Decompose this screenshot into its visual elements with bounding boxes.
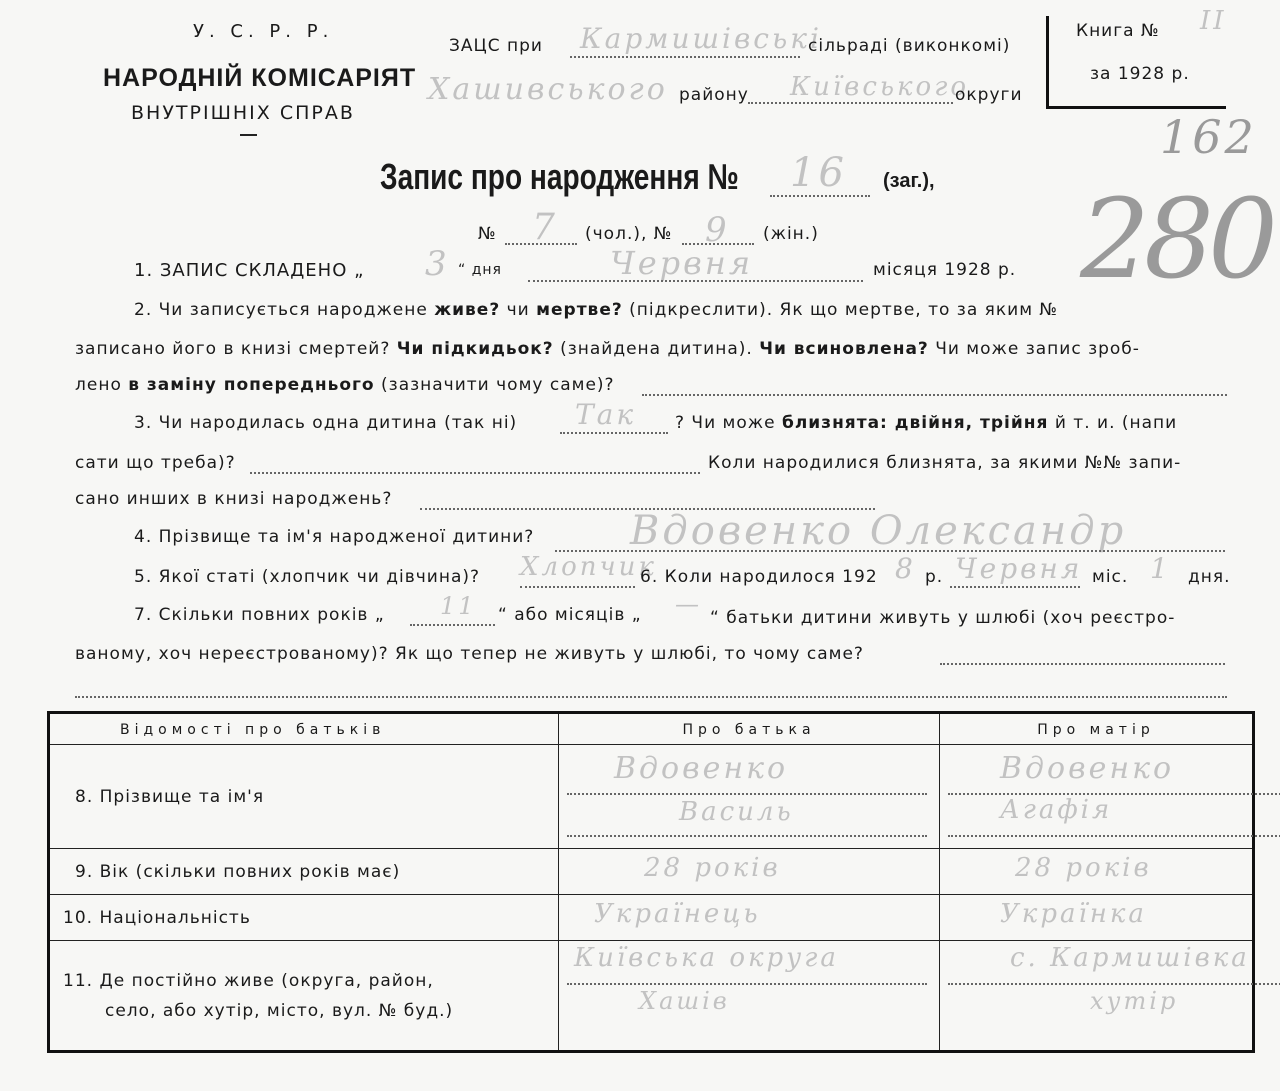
- q3-twins-line: [250, 472, 700, 474]
- district-handwritten: Хашивського: [428, 72, 668, 107]
- table-row: [49, 849, 1254, 895]
- header-mother-cell: [940, 713, 1254, 745]
- header-mother: Про матір: [1037, 722, 1155, 738]
- q3-line2-a: сати що треба)?: [75, 453, 236, 473]
- row9-mother-age: 28 років: [1015, 853, 1152, 883]
- row11-father-cell: [559, 941, 940, 1052]
- zags-suffix: сільраді (виконкомі): [808, 36, 1011, 56]
- row11-label-cell: [49, 941, 559, 1052]
- district-label: району: [679, 85, 749, 105]
- q1-day-label: “ дня: [458, 262, 502, 278]
- q2-line1: [134, 300, 1058, 320]
- q1-label: 1. ЗАПИС СКЛАДЕНО „: [134, 260, 365, 281]
- q6-mis: міс.: [1092, 567, 1129, 587]
- okruha-handwritten: Київського: [790, 72, 970, 102]
- row9-father-age: 28 років: [644, 853, 781, 883]
- row8-mother-cell: [940, 745, 1254, 849]
- q5-label: 5. Якої статі (хлопчик чи дівчина)?: [134, 567, 481, 587]
- row8-father-surname: Вдовенко: [614, 751, 789, 786]
- zags-prefix: ЗАЦС при: [449, 36, 543, 56]
- q7-months-handwritten: —: [675, 590, 702, 618]
- q7-years-line: [410, 624, 495, 626]
- row11-father-residence-1: Київська округа: [574, 943, 839, 973]
- q4-label: 4. Прізвище та ім'я народженої дитини?: [134, 527, 535, 547]
- okruha-label: округи: [955, 85, 1023, 105]
- row11-mother-residence-2: хутір: [1090, 987, 1179, 1015]
- row10-father-nationality: Українець: [594, 899, 761, 929]
- q7-line1-c: “ батьки дитини живуть у шлюбі (хоч реєстро-: [710, 608, 1176, 628]
- q2-replacement: в заміну попереднього: [128, 375, 375, 395]
- q3-answer-handwritten: Так: [575, 398, 637, 431]
- header-father: Про батька: [682, 722, 816, 738]
- department-label: ВНУТРІШНІХ СПРАВ: [131, 102, 355, 124]
- margin-note-2: 280: [1080, 175, 1272, 303]
- row11-mother-cell: [940, 941, 1254, 1052]
- female-number-handwritten: 9: [705, 210, 730, 250]
- header-info-cell: [49, 713, 559, 745]
- row10-mother-nationality: Українка: [1000, 899, 1147, 929]
- q6-year-handwritten: 8: [895, 552, 916, 585]
- okruha-line: [748, 102, 953, 104]
- table-header-row: [49, 713, 1254, 745]
- q2-alive: живе?: [434, 300, 501, 320]
- q3-line1-c: й т. и. (напи: [1054, 413, 1178, 433]
- row11-label-2: село, або хутір, місто, вул. № буд.): [105, 1000, 454, 1021]
- table-row: [49, 941, 1254, 1052]
- male-number-handwritten: 7: [532, 207, 558, 248]
- q2-adopted: Чи всиновлена?: [759, 339, 929, 359]
- q6-label: 6. Коли народилося 192: [640, 567, 878, 587]
- row10-label-cell: [49, 895, 559, 941]
- book-label: Книга №: [1076, 21, 1160, 41]
- q7-line1-a: 7. Скільки повних років „: [134, 605, 385, 625]
- q7-extra-line: [75, 696, 1227, 698]
- q2-dead: мертве?: [536, 300, 623, 320]
- q2-line2: [75, 339, 1140, 359]
- q7-line1-b: “ або місяців „: [498, 605, 642, 625]
- q3-line1-b: ? Чи може: [675, 413, 776, 433]
- q1-month-line: [528, 280, 863, 282]
- row10-label: 10. Національність: [63, 907, 251, 928]
- q7-years-handwritten: 11: [440, 592, 477, 620]
- male-label: (чол.), №: [585, 224, 673, 244]
- row11-father-line: [567, 983, 927, 985]
- row8-father-name: Василь: [679, 797, 794, 827]
- q5-answer-line: [520, 586, 635, 588]
- q6-dnia: дня.: [1188, 567, 1231, 587]
- q7-line2: ваному, хоч нереєстрованому)? Як що тепер не живуть у шлюбі, то чому саме?: [75, 644, 864, 664]
- row8-father-line2: [567, 835, 927, 837]
- parents-table: [47, 711, 1255, 1053]
- q5-answer-handwritten: Хлопчик: [520, 552, 657, 582]
- book-year: за 1928 р.: [1090, 64, 1190, 84]
- q3-twins: близнята: двійня, трійня: [781, 413, 1049, 433]
- q6-day-handwritten: 1: [1150, 552, 1171, 585]
- zags-place-line: [570, 56, 800, 58]
- q2-line1-a: 2. Чи записується народжене: [134, 300, 428, 320]
- q2-line2-c: Чи може запис зроб-: [935, 339, 1140, 359]
- row8-mother-line2: [948, 835, 1280, 837]
- q2-line2-a: записано його в книзі смертей?: [75, 339, 391, 359]
- row8-mother-name: Агафія: [1000, 795, 1113, 825]
- margin-note-1: 162: [1160, 110, 1257, 164]
- row9-label-cell: [49, 849, 559, 895]
- commissariat-title: НАРОДНІЙ КОМІСАРІЯТ: [103, 64, 417, 92]
- q2-line1-b: (підкреслити). Як що мертве, то за яким №: [629, 300, 1059, 320]
- row8-father-line1: [567, 793, 927, 795]
- q4-answer-handwritten: Вдовенко Олександр: [630, 508, 1127, 554]
- row8-label-cell: [49, 745, 559, 849]
- row8-father-cell: [559, 745, 940, 849]
- q1-day-handwritten: 3: [425, 244, 450, 284]
- sub-number-label: №: [478, 224, 497, 244]
- republic-label: У. С. Р. Р.: [193, 21, 334, 42]
- row8-label: 8. Прізвище та ім'я: [75, 786, 265, 807]
- female-label: (жін.): [763, 224, 819, 244]
- q2-line3-a: лено: [75, 375, 122, 395]
- record-title: Запис про народження №: [380, 156, 739, 197]
- q2-foundling: Чи підкидьок?: [396, 339, 554, 359]
- q6-month-handwritten: Червня: [955, 552, 1083, 585]
- row9-label: 9. Вік (скільки повних років має): [75, 861, 401, 882]
- row11-mother-residence-1: с. Кармишівка: [1010, 943, 1250, 973]
- q2-or: чи: [506, 300, 530, 320]
- header-father-cell: [559, 713, 940, 745]
- q3-line1-rest: [675, 413, 1177, 433]
- q6-month-line: [950, 586, 1080, 588]
- header-info: Відомості про батьків: [120, 722, 386, 738]
- row8-mother-surname: Вдовенко: [1000, 751, 1175, 786]
- row11-father-residence-2: Хашів: [639, 987, 730, 1015]
- q3-line3: сано инших в книзі народжень?: [75, 489, 393, 509]
- q3-line2-b: Коли народилися близнята, за якими №№ запи-: [708, 453, 1182, 473]
- q1-month-label: місяця 1928 р.: [873, 260, 1017, 280]
- q3-line1-a: 3. Чи народилась одна дитина (так ні): [134, 413, 518, 433]
- q7-reason-line: [940, 663, 1225, 665]
- row11-mother-line: [948, 983, 1280, 985]
- record-total-label: (заг.),: [883, 170, 935, 192]
- q1-month-handwritten: Червня: [610, 244, 754, 282]
- row11-label-1: 11. Де постійно живе (округа, район,: [63, 970, 434, 991]
- q2-answer-line: [642, 394, 1227, 396]
- row8-mother-line1: [948, 793, 1280, 795]
- row9-father-cell: [559, 849, 940, 895]
- row10-father-cell: [559, 895, 940, 941]
- q2-line3-b: (зазначити чому саме)?: [381, 375, 615, 395]
- row9-mother-cell: [940, 849, 1254, 895]
- q2-line2-b: (знайдена дитина).: [560, 339, 753, 359]
- record-number-handwritten: 16: [790, 150, 847, 196]
- row10-mother-cell: [940, 895, 1254, 941]
- zags-place-handwritten: Кармишівські: [580, 22, 822, 55]
- q3-answer-line: [560, 432, 668, 434]
- header-divider: [240, 134, 257, 136]
- table-row: [49, 895, 1254, 941]
- q2-line3: [75, 375, 615, 395]
- table-row: [49, 745, 1254, 849]
- record-number-line: [770, 195, 870, 197]
- q6-year-r: р.: [925, 567, 944, 587]
- book-number-handwritten: II: [1200, 6, 1227, 36]
- male-number-line: [505, 243, 577, 245]
